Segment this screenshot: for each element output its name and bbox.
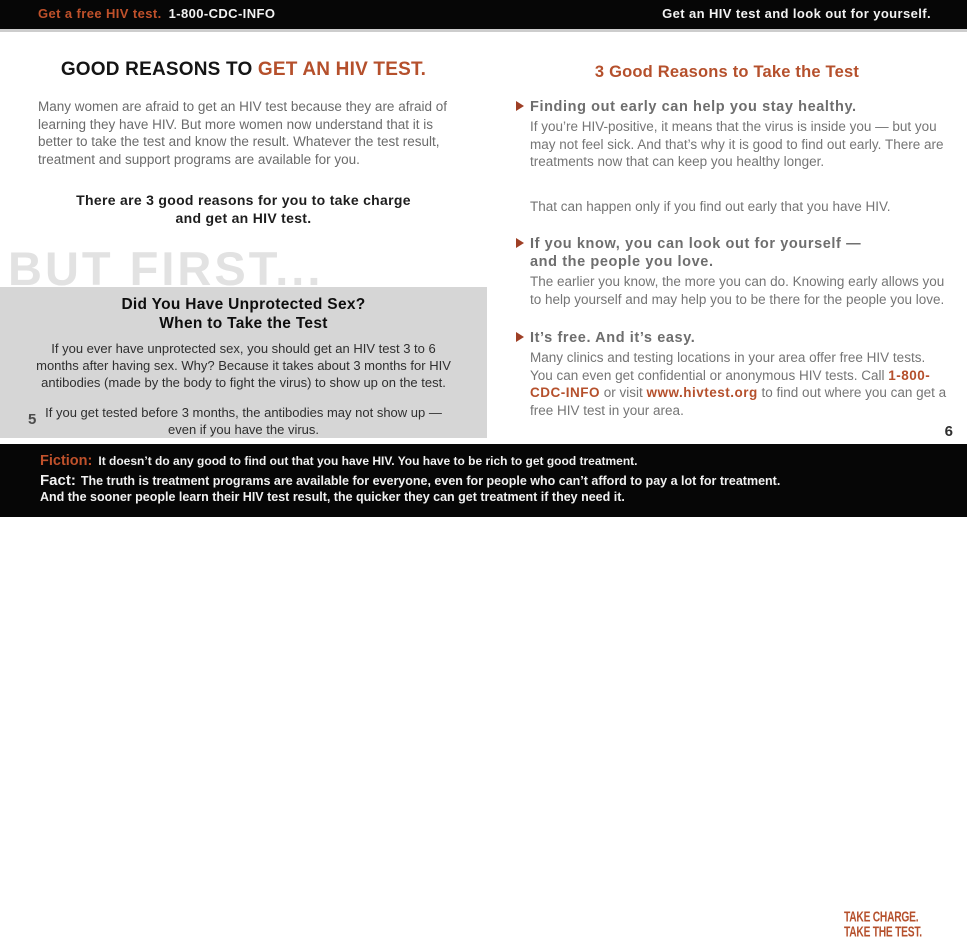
hivtest-url: www.hivtest.org xyxy=(646,385,758,401)
callout-line-1: There are 3 good reasons for you to take charge xyxy=(76,192,411,208)
left-page-title xyxy=(0,59,487,81)
fiction-text: It doesn’t do any good to find out that you have HIV. You have to be rich to get good treatment. xyxy=(98,454,638,468)
callout-text xyxy=(0,191,487,227)
right-page-title: 3 Good Reasons to Take the Test xyxy=(594,63,860,81)
free-test-promo: Get a free HIV test. xyxy=(38,5,162,21)
top-banner-left xyxy=(38,6,275,21)
reason-2-title-line-2: and the people you love. xyxy=(530,254,714,270)
fact-paragraph xyxy=(40,473,782,505)
take-charge-logo xyxy=(778,902,939,946)
reason-2 xyxy=(516,235,948,308)
reason-3-body xyxy=(530,349,948,419)
left-page xyxy=(0,35,487,444)
bottom-banner xyxy=(0,444,967,944)
reason-2-title xyxy=(530,235,861,271)
intro-paragraph: Many women are afraid to get an HIV test because they are afraid of learning they have HIV. But more women now understand that it is better to take the test and know the result. Whatever the test result, treatment and support programs are available for you. xyxy=(38,99,447,167)
top-banner-tagline: Get an HIV test and look out for yourself. xyxy=(662,5,931,21)
reason-3-body-mid: or visit xyxy=(600,385,647,401)
bullet-arrow-icon xyxy=(516,332,524,342)
but-first-watermark: BUT FIRST... xyxy=(8,242,324,295)
logo-tagline-line-1: TAKE CHARGE. xyxy=(844,908,919,925)
reason-3-body-pre: Many clinics and testing locations in your area offer free HIV tests. You can even get confidential or anonymous HIV tests. Call xyxy=(530,350,926,383)
left-page-title-accent: GET AN HIV TEST. xyxy=(257,59,427,80)
when-to-test-box xyxy=(0,287,487,438)
box-paragraph-2: If you get tested before 3 months, the antibodies may not show up — even if you have the virus. xyxy=(45,405,442,438)
fiction-label: Fiction: xyxy=(40,453,93,469)
box-title-line-2: When to Take the Test xyxy=(159,314,328,332)
fact-label: Fact: xyxy=(40,472,76,489)
reason-1-title: Finding out early can help you stay healthy. xyxy=(530,99,857,115)
logo-tagline xyxy=(844,910,922,939)
reason-3-title: It’s free. And it’s easy. xyxy=(530,330,696,346)
box-paragraph-1: If you ever have unprotected sex, you should get an HIV test 3 to 6 months after having sex. Why? Because it takes about 3 months for HIV antibodies (made by the body to fight the virus) to show up on the test. xyxy=(36,341,451,390)
top-banner xyxy=(0,0,967,32)
reason-1-extra: That can happen only if you find out early that you have HIV. xyxy=(530,198,891,214)
reason-1-header xyxy=(516,98,948,116)
reason-2-body: The earlier you know, the more you can do. Knowing early allows you to help yourself and may help you to be there for the people you love. xyxy=(530,274,945,307)
callout-line-2: and get an HIV test. xyxy=(175,210,312,226)
reason-3-header xyxy=(516,329,948,347)
logo-tagline-line-2: TAKE THE TEST. xyxy=(844,922,922,939)
bullet-arrow-icon xyxy=(516,101,524,111)
when-to-test-box-title xyxy=(0,296,487,333)
logo-letter-h: H xyxy=(777,903,804,944)
logo-letter-v: V xyxy=(817,903,842,944)
left-page-title-black: GOOD REASONS TO xyxy=(60,59,253,80)
reason-2-title-line-1: If you know, you can look out for yourself — xyxy=(530,236,862,252)
reason-3 xyxy=(516,329,948,419)
box-title-line-1: Did You Have Unprotected Sex? xyxy=(121,296,366,313)
bullet-arrow-icon xyxy=(516,238,524,248)
fiction-line xyxy=(40,452,967,470)
reason-1-body: If you’re HIV-positive, it means that the virus is inside you — but you may not feel sick. And that’s why it is good to find out early. There are treatments now that can keep you healthy longer. xyxy=(530,119,944,170)
fact-text: The truth is treatment programs are available for everyone, even for people who can’t afford to pay a lot for treatment. And the sooner people learn their HIV test result, the quicker they can get treatment if they need it. xyxy=(40,474,781,504)
reason-2-header xyxy=(516,235,948,271)
page-number-6: 6 xyxy=(944,423,953,440)
cdc-phone-number: 1-800-CDC-INFO xyxy=(168,5,276,21)
page-number-5: 5 xyxy=(28,411,37,428)
reason-3-body-post: to find out where you can get a free HIV test in your area. xyxy=(530,385,947,418)
cdc-phone-inline: 1-800-CDC-INFO xyxy=(530,367,931,401)
right-page xyxy=(487,35,967,444)
reason-1 xyxy=(516,98,948,215)
